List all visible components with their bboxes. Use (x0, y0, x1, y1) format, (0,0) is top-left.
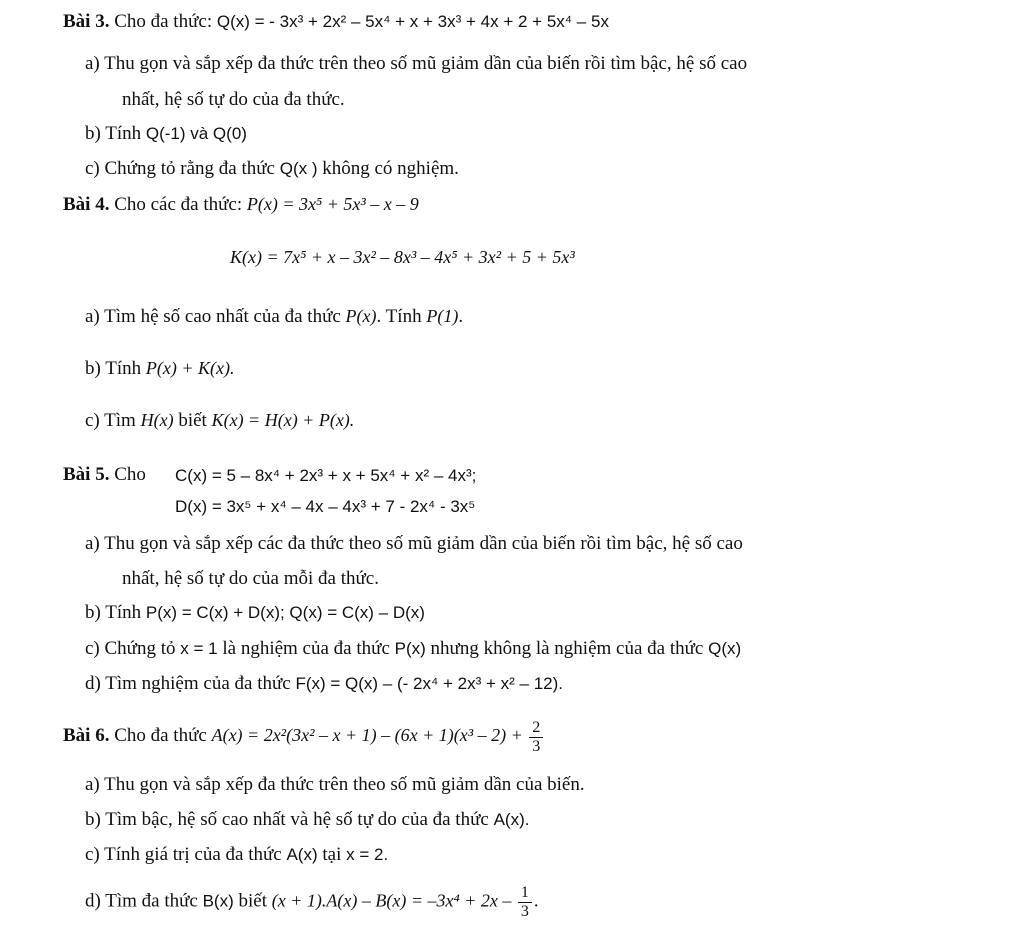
b4-a-text: a) Tìm hệ số cao nhất của đa thức (85, 306, 346, 327)
b5-title: Bài 5. (63, 464, 110, 485)
b6-b-math: A(x). (493, 810, 530, 829)
b6-fraction-den: 3 (532, 737, 541, 755)
b4-poly-k: K(x) = 7x⁵ + x – 3x² – 8x³ – 4x⁵ + 3x² + 5 + 5x³ (230, 247, 575, 267)
b3-part-a-line2: nhất, hệ số tự do của đa thức. (122, 89, 345, 110)
b5-c-mid: là nghiệm của đa thức (217, 638, 395, 659)
b5-d-text: d) Tìm nghiệm của đa thức (85, 673, 296, 694)
b4-c-text: c) Tìm (85, 410, 141, 431)
b3-b-text: b) Tính (85, 123, 146, 144)
b6-part-a: a) Thu gọn và sắp xếp đa thức trên theo số mũ giảm dần của biến. (85, 774, 585, 795)
b3-c-text: c) Chứng tỏ rằng đa thức (85, 158, 280, 179)
b5-c-mid2: nhưng không là nghiệm của đa thức (425, 638, 709, 659)
b4-c-math1: H(x) (140, 410, 174, 430)
b6-c-math1: A(x) (286, 845, 318, 864)
b5-c-text: c) Chứng tỏ (85, 638, 181, 659)
b6-poly-a (211, 719, 546, 755)
b4-title: Bài 4. (63, 194, 110, 215)
b6-part-d (85, 884, 539, 920)
b4-poly-p: P(x) = 3x⁵ + 5x³ – x – 9 (246, 194, 419, 214)
b5-part-a-line1: a) Thu gọn và sắp xếp các đa thức theo số mũ giảm dần của biến rồi tìm bậc, hệ số cao (85, 533, 743, 554)
b6-c-text: c) Tính giá trị của đa thức (85, 844, 287, 865)
b6-d-math2: (x + 1).A(x) – B(x) = –3x⁴ + 2x – (271, 890, 516, 911)
b5-c-math2: P(x) (394, 639, 426, 658)
b5-intro: Cho (114, 464, 146, 485)
b3-title: Bài 3. (63, 11, 110, 32)
b6-d-fraction-den: 3 (520, 902, 529, 920)
b6-d-mid: biết (233, 890, 272, 912)
b6-c-mid: tại (317, 844, 347, 865)
b6-fraction-num: 2 (529, 719, 543, 738)
b3-part-b (85, 122, 247, 146)
b4-a-math1: P(x) (345, 306, 377, 326)
b3-part-c (85, 157, 459, 181)
b6-part-c (85, 843, 388, 867)
b5-c-math1: x = 1 (180, 639, 218, 658)
b5-part-c (85, 637, 741, 661)
b4-c-mid: biết (173, 410, 212, 431)
b5-header (63, 463, 146, 487)
b6-d-math1: B(x) (202, 891, 234, 911)
b4-a-math2: P(1) (426, 306, 459, 326)
b6-header (63, 719, 545, 755)
b5-poly-c: C(x) = 5 – 8x⁴ + 2x³ + x + 5x⁴ + x² – 4x³; (175, 466, 477, 485)
b4-part-c (85, 409, 354, 433)
b5-b-math: P(x) = C(x) + D(x); Q(x) = C(x) – D(x) (145, 603, 425, 622)
b4-b-math: P(x) + K(x). (145, 358, 235, 378)
b4-a-end: . (458, 306, 464, 327)
b6-d-fraction-num: 1 (518, 884, 532, 903)
b5-part-d (85, 672, 563, 696)
b4-part-a (85, 305, 463, 329)
b3-part-a-line1: a) Thu gọn và sắp xếp đa thức trên theo số mũ giảm dần của biến rồi tìm bậc, hệ số cao (85, 53, 748, 74)
b3-intro: Cho đa thức: (114, 11, 217, 32)
b6-part-b (85, 808, 529, 832)
b5-c-math3: Q(x) (708, 639, 742, 658)
b6-d-fraction (518, 884, 532, 920)
b5-part-a-line2: nhất, hệ số tự do của mỗi đa thức. (122, 568, 379, 589)
b4-intro: Cho các đa thức: (114, 194, 247, 215)
b3-c-rest: không có nghiệm. (317, 158, 459, 179)
b6-d-end: . (533, 890, 539, 912)
b6-title: Bài 6. (63, 725, 110, 747)
b5-d-math: F(x) = Q(x) – (- 2x⁴ + 2x³ + x² – 12). (295, 674, 564, 693)
b3-b-math: Q(-1) và Q(0) (145, 124, 247, 143)
b6-fraction (529, 719, 543, 755)
b6-intro: Cho đa thức (114, 725, 212, 747)
b3-polynomial: Q(x) = - 3x³ + 2x² – 5x⁴ + x + 3x³ + 4x + 2 + 5x⁴ – 5x (216, 12, 609, 31)
b5-part-b (85, 601, 425, 625)
b4-header (63, 193, 419, 217)
b6-c-math2: x = 2. (346, 845, 389, 864)
b3-c-math: Q(x ) (279, 159, 318, 178)
b6-poly-a-left: A(x) = 2x²(3x² – x + 1) – (6x + 1)(x³ – 2) + (211, 725, 528, 746)
b5-poly-d: D(x) = 3x⁵ + x⁴ – 4x – 4x³ + 7 - 2x⁴ - 3x⁵ (175, 497, 476, 516)
b5-b-text: b) Tính (85, 602, 146, 623)
b4-b-text: b) Tính (85, 358, 146, 379)
b4-part-b (85, 357, 234, 381)
b4-a-mid: . Tính (376, 306, 427, 327)
b3-header (63, 10, 609, 34)
b6-b-text: b) Tìm bậc, hệ số cao nhất và hệ số tự do của đa thức (85, 809, 494, 830)
b6-d-text: d) Tìm đa thức (85, 890, 203, 912)
b4-c-math2: K(x) = H(x) + P(x). (211, 410, 355, 430)
